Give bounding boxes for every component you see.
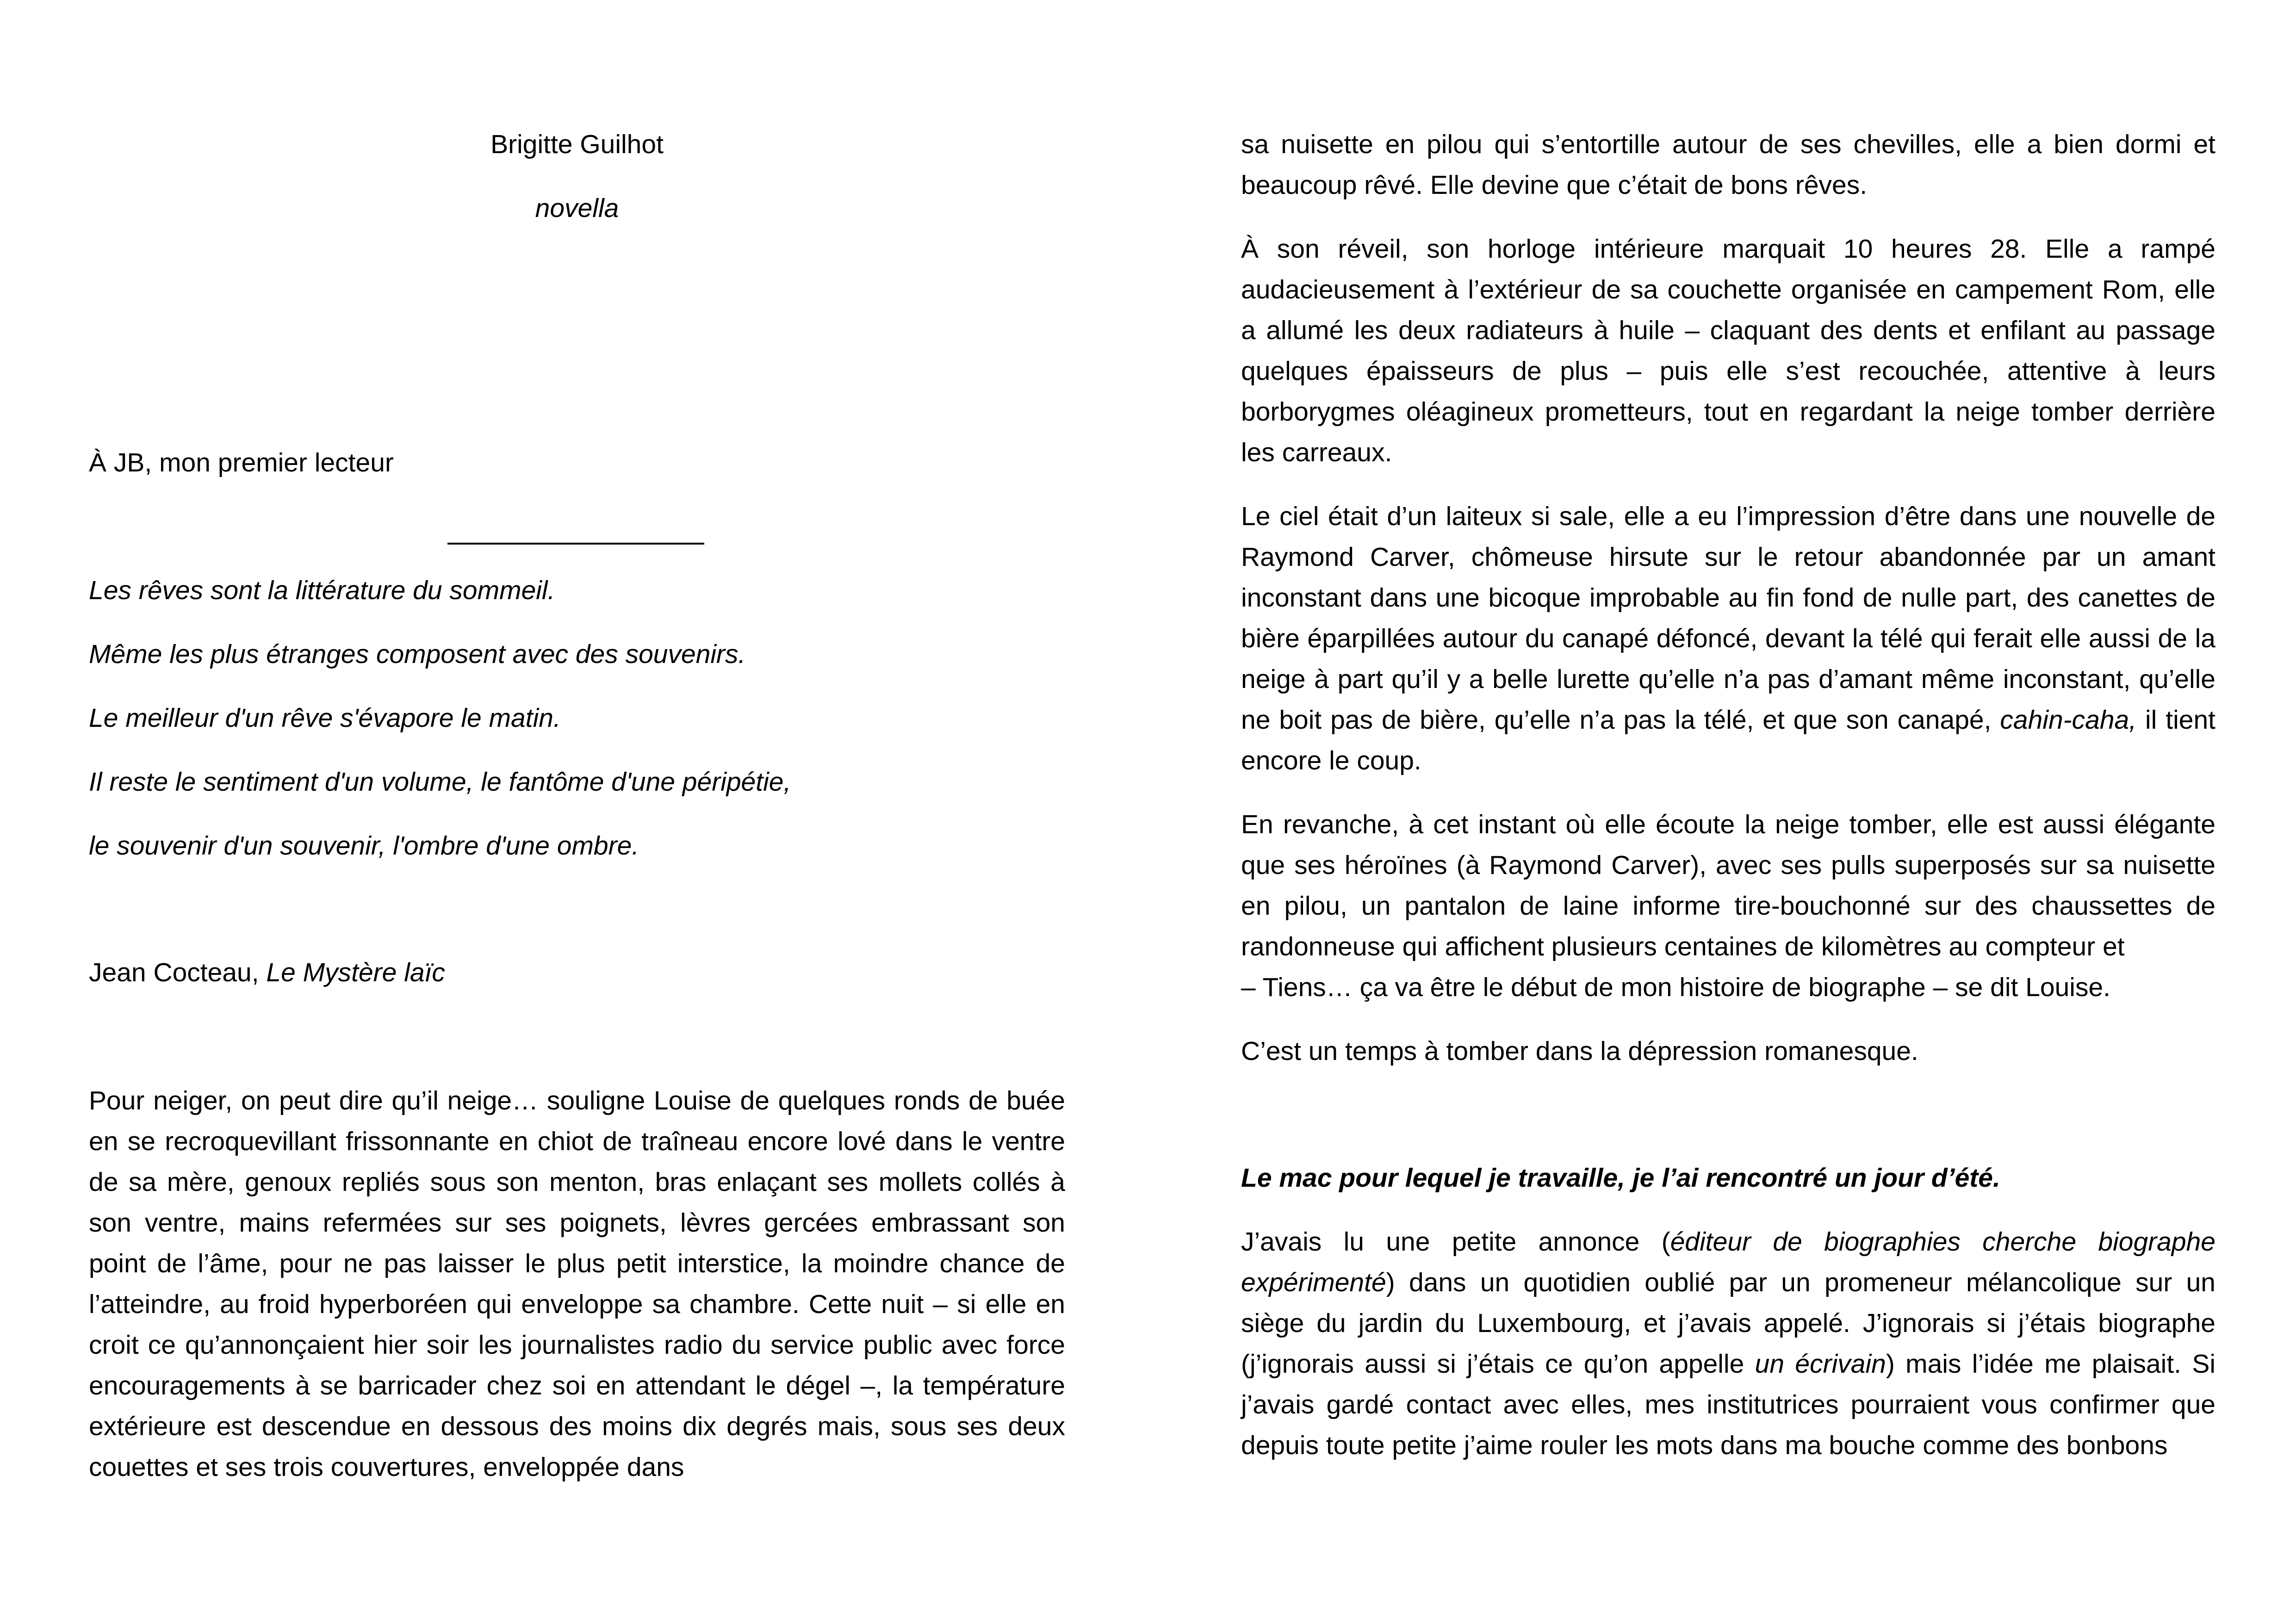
paragraph-text: ) dans un quotidien oublié par un promeneur mélancolique sur un siège du jardin du Luxembourg, et j’avais appelé. J’ignorais si j’étais biographe (j’ignorais aussi si j’étais ce qu’on appelle (1241, 1268, 2215, 1379)
section-heading: Le mac pour lequel je travaille, je l’ai rencontré un jour d’été. (1241, 1163, 2000, 1193)
paragraph-text: J’avais lu une petite annonce ( (1241, 1227, 1670, 1257)
epigraph-line: Les rêves sont la littérature du sommeil. (89, 576, 555, 605)
epigraph-line: le souvenir d'un souvenir, l'ombre d'une ombre. (89, 831, 639, 861)
author-name: Brigitte Guilhot (490, 130, 664, 159)
body-paragraph (1241, 496, 2215, 781)
body-paragraph: En revanche, à cet instant où elle écoute la neige tomber, elle est aussi élégante que ses héroïnes (à Raymond Carver), avec ses pulls superposés sur sa nuisette en pilou, un pantalon de laine informe tire-bouchonné sur des chaussettes de randonneuse qui affichent plusieurs centaines de kilomètres au compteur et (1241, 810, 2215, 961)
paragraph-text: ) mais l’idée me plaisait. Si j’avais gardé contact avec elles, mes institutrices pourraient vous confirmer que depuis toute petite j’aime rouler les mots dans ma bouche comme des bonbons (1241, 1349, 2215, 1460)
separator-rule (447, 543, 704, 545)
epigraph-line: Il reste le sentiment d'un volume, le fantôme d'une péripétie, (89, 767, 791, 797)
body-paragraph: C’est un temps à tomber dans la dépression romanesque. (1241, 1036, 1918, 1066)
epigraph-attribution (89, 952, 1065, 993)
dedication: À JB, mon premier lecteur (89, 448, 394, 477)
paragraph-text: Le ciel était d’un laiteux si sale, elle a eu l’impression d’être dans une nouvelle de Raymond Carver, chômeuse hirsute sur le retour abandonnée par un amant inconstant dans une bicoque improbable au fin fond de nulle part, des canettes de bière éparpillées autour du canapé défoncé, devant la télé qui ferait elle aussi de la neige à part qu’il y a belle lurette qu’elle n’a pas d’amant même inconstant, qu’elle ne boit pas de bière, qu’elle n’a pas la télé, et que son canapé, (1241, 502, 2215, 735)
body-paragraph: sa nuisette en pilou qui s’entortille autour de ses chevilles, elle a bien dormi et beaucoup rêvé. Elle devine que c’était de bons rêves. (1241, 130, 2215, 200)
body-paragraph (1241, 1221, 2215, 1466)
body-paragraph: À son réveil, son horloge intérieure marquait 10 heures 28. Elle a rampé audacieusement à l’extérieur de sa couchette organisée en campement Rom, elle a allumé les deux radiateurs à huile – claquant des dents et enfilant au passage quelques épaisseurs de plus – puis elle s’est recouchée, attentive à leurs borborygmes oléagineux prometteurs, tout en regardant la neige tomber derrière les carreaux. (1241, 234, 2215, 467)
italic-phrase: cahin-caha, (2000, 705, 2137, 735)
attribution-title: Le Mystère laïc (266, 958, 445, 987)
italic-phrase: éditeur de biographies cherche biographe expérimenté (1241, 1227, 2215, 1297)
dialogue-line: – Tiens… ça va être le début de mon histoire de biographe – se dit Louise. (1241, 973, 2110, 1002)
epigraph-line: Même les plus étranges composent avec des souvenirs. (89, 639, 746, 669)
attribution-author: Jean Cocteau, (89, 958, 267, 987)
epigraph-line: Le meilleur d'un rêve s'évapore le matin. (89, 703, 561, 733)
genre-label: novella (535, 193, 619, 223)
italic-phrase: un écrivain (1755, 1349, 1886, 1379)
paragraph-text: il tient encore le coup. (1241, 705, 2215, 775)
body-paragraph: Pour neiger, on peut dire qu’il neige… souligne Louise de quelques ronds de buée en se recroquevillant frissonnante en chiot de traîneau encore lové dans le ventre de sa mère, genoux repliés sous son menton, bras enlaçant ses mollets collés à son ventre, mains refermées sur ses poignets, lèvres gercées embrassant son point de l’âme, pour ne pas laisser le plus petit interstice, la moindre chance de l’atteindre, au froid hyperboréen qui enveloppe sa chambre. Cette nuit – si elle en croit ce qu’annonçaient hier soir les journalistes radio du service public avec force encouragements à se barricader chez soi en attendant le dégel –, la température extérieure est descendue en dessous des moins dix degrés mais, sous ses deux couettes et ses trois couvertures, enveloppée dans (89, 1086, 1065, 1482)
